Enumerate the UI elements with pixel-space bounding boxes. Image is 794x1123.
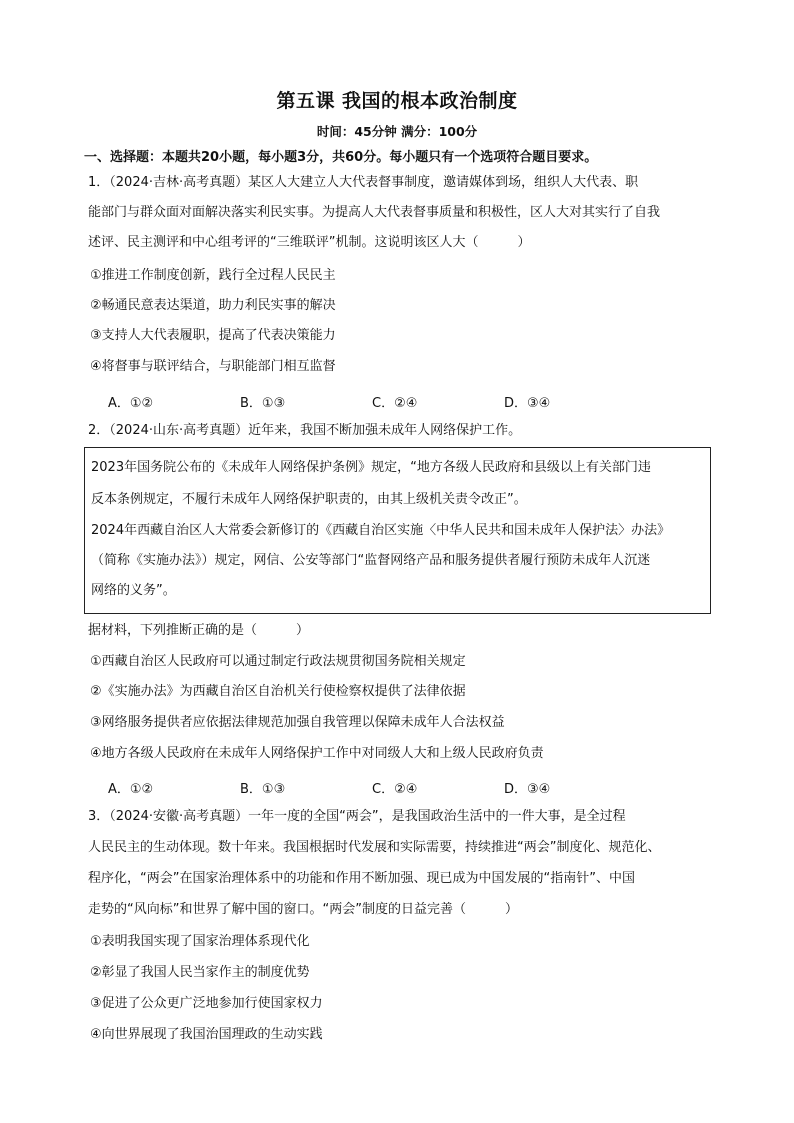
- q2-choice-a[interactable]: A．①②: [108, 782, 154, 797]
- material-line: 网络的义务”。: [91, 583, 176, 598]
- material-line: （简称《实施办法》）规定，网信、公安等部门“监督网络产品和服务提供者履行预防未成年人沉迷: [91, 553, 651, 568]
- q2-choice-d[interactable]: D．③④: [504, 782, 551, 797]
- q2-question: 据材料，下列推断正确的是（ ）: [88, 623, 310, 638]
- q1-option: ③支持人大代表履职，提高了代表决策能力: [90, 328, 336, 343]
- q3-stem-line: 人民民主的生动体现。数十年来。我国根据时代发展和实际需要，持续推进“两会”制度化、规范化、: [88, 840, 661, 855]
- q2-option: ①西藏自治区人民政府可以通过制定行政法规贯彻国务院相关规定: [90, 654, 466, 669]
- material-line: 反本条例规定，不履行未成年人网络保护职责的，由其上级机关责令改正”。: [91, 492, 527, 507]
- q2-option: ④地方各级人民政府在未成年人网络保护工作中对同级人大和上级人民政府负责: [90, 746, 544, 761]
- q3-option: ①表明我国实现了国家治理体系现代化: [90, 934, 310, 949]
- q3-stem-line: 3．（2024·安徽·高考真题）一年一度的全国“两会”，是我国政治生活中的一件大事，是全过程: [88, 809, 626, 824]
- material-line: 2024年西藏自治区人大常委会新修订的《西藏自治区实施〈中华人民共和国未成年人保护法〉办法》: [91, 523, 671, 538]
- q1-choice-d[interactable]: D．③④: [504, 396, 551, 411]
- q1-choice-a[interactable]: A．①②: [108, 396, 154, 411]
- q3-stem-line: 走势的“风向标”和世界了解中国的窗口。“两会”制度的日益完善（ ）: [88, 902, 518, 917]
- section-header: 一、选择题：本题共20小题，每小题3分，共60分。每小题只有一个选项符合题目要求。: [84, 150, 598, 165]
- q1-stem-line: 1．（2024·吉林·高考真题）某区人大建立人大代表督事制度，邀请媒体到场，组织人大代表、职: [88, 175, 639, 190]
- q2-choices: [108, 778, 636, 797]
- q3-option: ③促进了公众更广泛地参加行使国家权力: [90, 996, 323, 1011]
- q1-choice-c[interactable]: C．②④: [372, 396, 418, 411]
- q2-choice-c[interactable]: C．②④: [372, 782, 418, 797]
- q1-stem-line: 能部门与群众面对面解决落实利民实事。为提高人大代表督事质量和积极性，区人大对其实行了自我: [88, 205, 661, 220]
- material-line: 2023年国务院公布的《未成年人网络保护条例》规定，“地方各级人民政府和县级以上有关部门违: [91, 460, 651, 475]
- q3-option: ②彰显了我国人民当家作主的制度优势: [90, 965, 310, 980]
- q1-choices: [108, 392, 636, 411]
- q3-option: ④向世界展现了我国治国理政的生动实践: [90, 1027, 323, 1042]
- q1-option: ②畅通民意表达渠道，助力利民实事的解决: [90, 298, 336, 313]
- page-title: 第五课 我国的根本政治制度: [276, 90, 518, 112]
- material-box: [84, 447, 711, 614]
- q2-option: ②《实施办法》为西藏自治区自治机关行使检察权提供了法律依据: [90, 684, 466, 699]
- q1-choice-b[interactable]: B．①③: [240, 396, 286, 411]
- q1-option: ①推进工作制度创新，践行全过程人民民主: [90, 268, 336, 283]
- q1-stem-line: 述评、民主测评和中心组考评的“三维联评”机制。这说明该区人大（ ）: [88, 235, 531, 250]
- q2-choice-b[interactable]: B．①③: [240, 782, 286, 797]
- exam-meta: 时间：45分钟 满分：100分: [316, 124, 478, 139]
- q3-stem-line: 程序化，“两会”在国家治理体系中的功能和作用不断加强、现已成为中国发展的“指南针”、中国: [88, 871, 635, 886]
- q1-option: ④将督事与联评结合，与职能部门相互监督: [90, 359, 336, 374]
- q2-stem: 2．（2024·山东·高考真题）近年来，我国不断加强未成年人网络保护工作。: [88, 423, 522, 438]
- q2-option: ③网络服务提供者应依据法律规范加强自我管理以保障未成年人合法权益: [90, 715, 505, 730]
